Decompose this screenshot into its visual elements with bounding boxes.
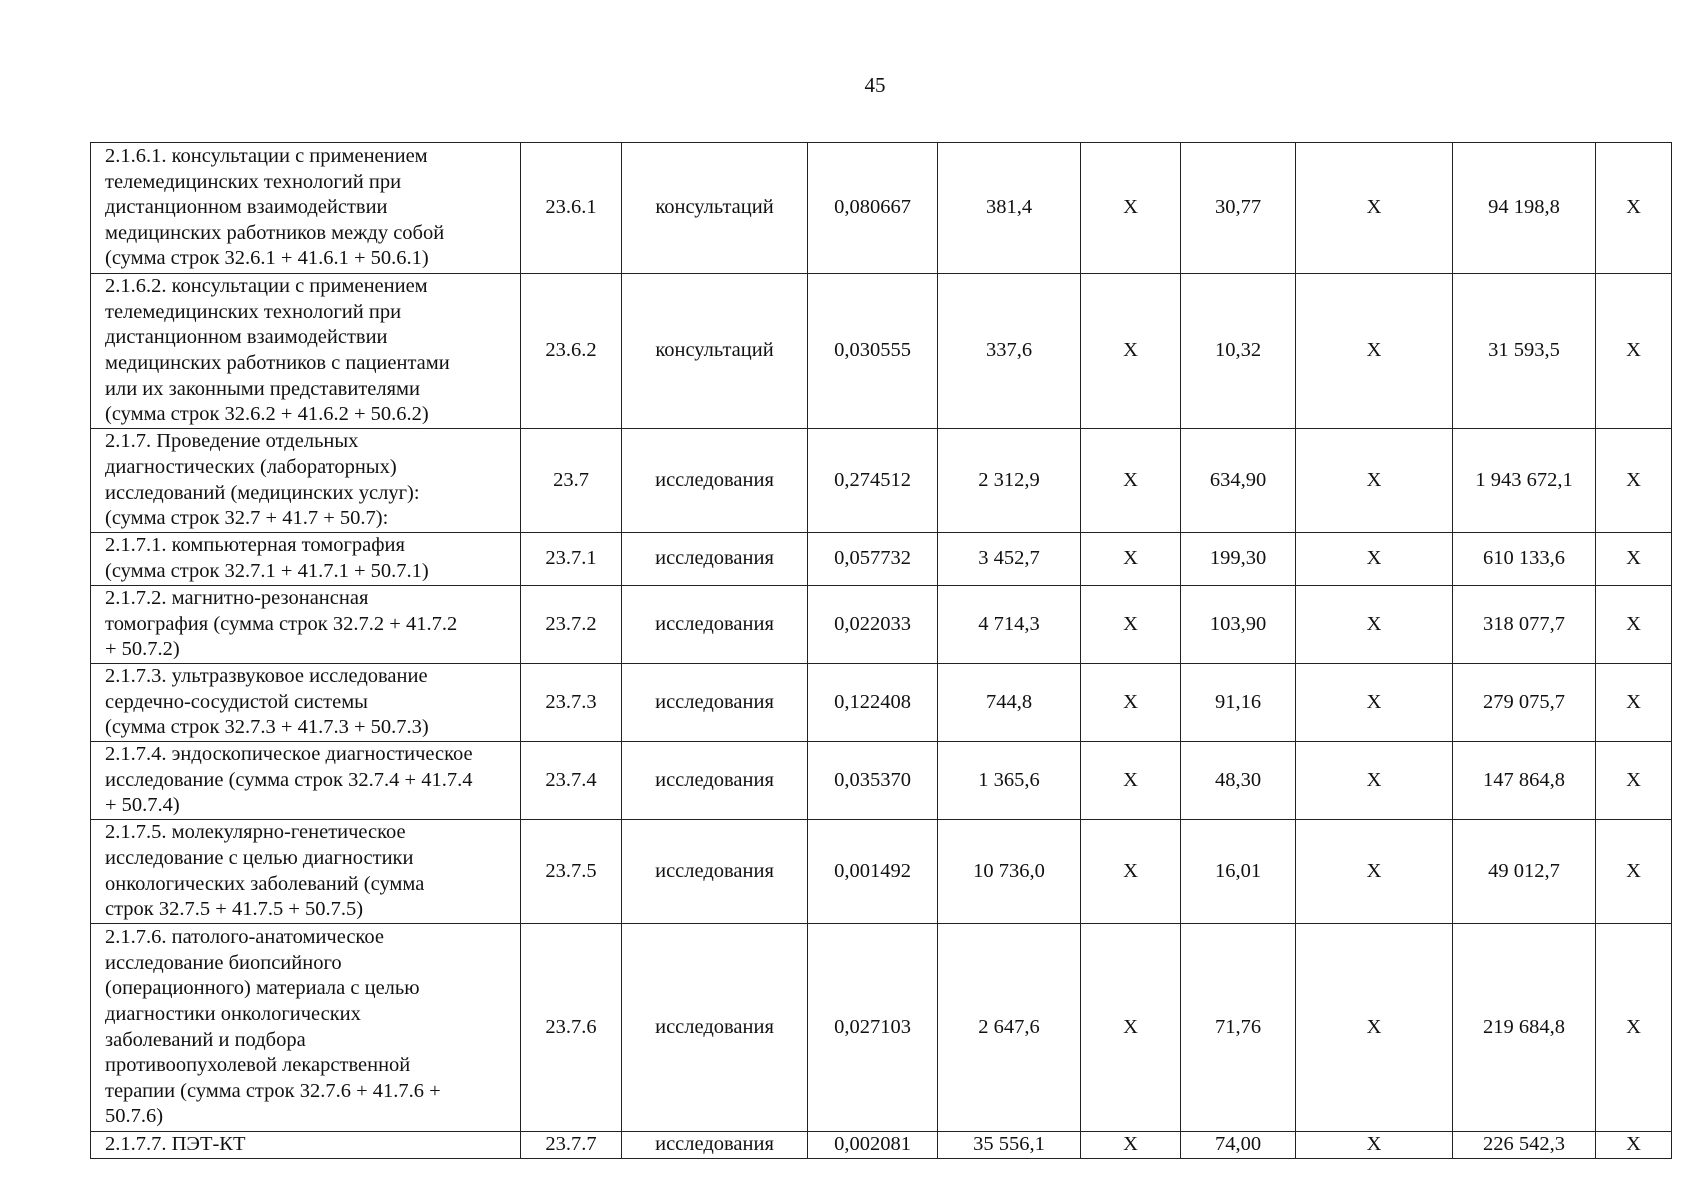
service-name-line: заболеваний и подбора [105, 1028, 306, 1051]
unit-cell: исследования [622, 1132, 808, 1159]
service-name-line: исследование биопсийного [105, 951, 342, 974]
service-name-line: телемедицинских технологий при [105, 170, 402, 193]
per-capita-cell: 91,16 [1181, 664, 1296, 742]
total-cost-cell: 610 133,6 [1453, 533, 1596, 586]
service-name-line: 2.1.7.1. компьютерная томография [105, 534, 405, 557]
service-name-line: + 50.7.4) [105, 794, 180, 817]
service-name-line: 2.1.7.4. эндоскопическое диагностическое [105, 743, 473, 766]
service-name-line: 2.1.6.1. консультации с применением [105, 145, 428, 168]
unit-cell: исследования [622, 429, 808, 533]
total-cost-cell: 147 864,8 [1453, 742, 1596, 820]
row-code-cell: 23.7.6 [521, 924, 622, 1132]
service-name-line: исследований (медицинских услуг): [105, 481, 420, 504]
table-row [91, 664, 1672, 742]
norm-volume-cell: 0,002081 [808, 1132, 938, 1159]
service-name-cell [91, 664, 521, 742]
service-name-line: (сумма строк 32.7.1 + 41.7.1 + 50.7.1) [105, 560, 429, 582]
x-cell: X [1596, 533, 1672, 586]
service-name-line: дистанционном взаимодействии [105, 326, 388, 349]
norm-cost-cell: 744,8 [938, 664, 1081, 742]
service-name-line: строк 32.7.5 + 41.7.5 + 50.7.5) [105, 898, 364, 921]
x-cell: X [1296, 1132, 1453, 1159]
norm-cost-cell: 381,4 [938, 143, 1081, 274]
norm-cost-cell: 35 556,1 [938, 1132, 1081, 1159]
service-name-line: (сумма строк 32.7.3 + 41.7.3 + 50.7.3) [105, 716, 429, 739]
norm-cost-cell: 3 452,7 [938, 533, 1081, 586]
service-name-line: 2.1.7.5. молекулярно-генетическое [105, 821, 406, 844]
service-name-line: дистанционном взаимодействии [105, 196, 388, 219]
total-cost-cell: 94 198,8 [1453, 143, 1596, 274]
total-cost-cell: 219 684,8 [1453, 924, 1596, 1132]
x-cell: X [1081, 586, 1181, 664]
x-cell: X [1296, 664, 1453, 742]
norm-volume-cell: 0,030555 [808, 274, 938, 429]
unit-cell: консультаций [622, 143, 808, 274]
service-name-line: + 50.7.2) [105, 638, 180, 661]
norm-cost-cell: 4 714,3 [938, 586, 1081, 664]
page-number: 45 [864, 73, 886, 97]
norm-volume-cell: 0,035370 [808, 742, 938, 820]
total-cost-cell: 226 542,3 [1453, 1132, 1596, 1159]
service-name-line: терапии (сумма строк 32.7.6 + 41.7.6 + [105, 1079, 441, 1102]
service-name-line: исследование с целью диагностики [105, 846, 414, 869]
per-capita-cell: 634,90 [1181, 429, 1296, 533]
row-code-cell: 23.6.2 [521, 274, 622, 429]
unit-cell: исследования [622, 533, 808, 586]
service-name-line: или их законными представителями [105, 377, 420, 400]
x-cell: X [1596, 664, 1672, 742]
row-code-cell: 23.7.4 [521, 742, 622, 820]
unit-cell: исследования [622, 742, 808, 820]
service-name-line: томография (сумма строк 32.7.2 + 41.7.2 [105, 612, 458, 635]
service-name-line: (сумма строк 32.7 + 41.7 + 50.7): [105, 507, 389, 530]
service-name-line: телемедицинских технологий при [105, 300, 402, 323]
service-name-line: (операционного) материала с целью [105, 977, 420, 1000]
x-cell: X [1296, 742, 1453, 820]
row-code-cell: 23.7.7 [521, 1132, 622, 1159]
row-code-cell: 23.6.1 [521, 143, 622, 274]
table-row [91, 143, 1672, 274]
x-cell: X [1296, 924, 1453, 1132]
norm-cost-cell: 2 312,9 [938, 429, 1081, 533]
x-cell: X [1596, 429, 1672, 533]
norm-volume-cell: 0,001492 [808, 820, 938, 924]
table-row [91, 742, 1672, 820]
table-row [91, 1132, 1672, 1159]
norm-cost-cell: 337,6 [938, 274, 1081, 429]
table-row [91, 820, 1672, 924]
row-code-cell: 23.7.1 [521, 533, 622, 586]
x-cell: X [1081, 143, 1181, 274]
row-code-cell: 23.7.5 [521, 820, 622, 924]
unit-cell: исследования [622, 664, 808, 742]
service-name-cell [91, 924, 521, 1132]
row-code-cell: 23.7.2 [521, 586, 622, 664]
row-code-cell: 23.7 [521, 429, 622, 533]
x-cell: X [1596, 820, 1672, 924]
service-name-line: противоопухолевой лекарственной [105, 1054, 411, 1077]
service-name-line: (сумма строк 32.6.1 + 41.6.1 + 50.6.1) [105, 247, 429, 270]
per-capita-cell: 103,90 [1181, 586, 1296, 664]
x-cell: X [1596, 143, 1672, 274]
x-cell: X [1296, 533, 1453, 586]
service-name-line: 2.1.7.7. ПЭТ-КТ [105, 1133, 246, 1155]
service-name-line: онкологических заболеваний (сумма [105, 872, 425, 895]
service-name-cell [91, 1132, 521, 1159]
total-cost-cell: 318 077,7 [1453, 586, 1596, 664]
unit-cell: исследования [622, 586, 808, 664]
norm-volume-cell: 0,027103 [808, 924, 938, 1132]
service-name-line: 2.1.7.3. ультразвуковое исследование [105, 665, 428, 688]
service-name-line: исследование (сумма строк 32.7.4 + 41.7.4 [105, 768, 473, 791]
x-cell: X [1296, 586, 1453, 664]
per-capita-cell: 48,30 [1181, 742, 1296, 820]
total-cost-cell: 49 012,7 [1453, 820, 1596, 924]
per-capita-cell: 16,01 [1181, 820, 1296, 924]
row-code-cell: 23.7.3 [521, 664, 622, 742]
x-cell: X [1081, 924, 1181, 1132]
per-capita-cell: 30,77 [1181, 143, 1296, 274]
service-name-line: диагностических (лабораторных) [105, 455, 397, 478]
total-cost-cell: 31 593,5 [1453, 274, 1596, 429]
table-row [91, 274, 1672, 429]
service-name-cell [91, 274, 521, 429]
norm-cost-cell: 10 736,0 [938, 820, 1081, 924]
x-cell: X [1081, 664, 1181, 742]
x-cell: X [1296, 143, 1453, 274]
x-cell: X [1081, 274, 1181, 429]
service-name-line: медицинских работников между собой [105, 221, 445, 244]
service-name-line: (сумма строк 32.6.2 + 41.6.2 + 50.6.2) [105, 403, 429, 426]
x-cell: X [1296, 429, 1453, 533]
service-name-line: 2.1.7.2. магнитно-резонансная [105, 587, 369, 610]
service-name-cell [91, 820, 521, 924]
service-name-line: диагностики онкологических [105, 1002, 361, 1025]
per-capita-cell: 10,32 [1181, 274, 1296, 429]
x-cell: X [1081, 533, 1181, 586]
service-name-cell [91, 143, 521, 274]
x-cell: X [1596, 274, 1672, 429]
service-name-cell [91, 742, 521, 820]
x-cell: X [1081, 820, 1181, 924]
total-cost-cell: 1 943 672,1 [1453, 429, 1596, 533]
norm-volume-cell: 0,274512 [808, 429, 938, 533]
table-row [91, 924, 1672, 1132]
norm-volume-cell: 0,022033 [808, 586, 938, 664]
x-cell: X [1596, 586, 1672, 664]
x-cell: X [1296, 274, 1453, 429]
per-capita-cell: 74,00 [1181, 1132, 1296, 1159]
x-cell: X [1081, 429, 1181, 533]
total-cost-cell: 279 075,7 [1453, 664, 1596, 742]
x-cell: X [1596, 742, 1672, 820]
norm-volume-cell: 0,057732 [808, 533, 938, 586]
table-row [91, 586, 1672, 664]
norm-cost-cell: 2 647,6 [938, 924, 1081, 1132]
x-cell: X [1081, 1132, 1181, 1159]
service-name-line: 2.1.6.2. консультации с применением [105, 275, 428, 298]
unit-cell: исследования [622, 820, 808, 924]
unit-cell: исследования [622, 924, 808, 1132]
service-name-cell [91, 533, 521, 586]
table-row [91, 429, 1672, 533]
service-name-cell [91, 429, 521, 533]
x-cell: X [1596, 1132, 1672, 1159]
norm-volume-cell: 0,122408 [808, 664, 938, 742]
x-cell: X [1296, 820, 1453, 924]
x-cell: X [1596, 924, 1672, 1132]
table-row [91, 533, 1672, 586]
service-name-line: 2.1.7.6. патолого-анатомическое [105, 926, 384, 949]
service-name-line: сердечно-сосудистой системы [105, 690, 368, 713]
service-name-line: 2.1.7. Проведение отдельных [105, 430, 359, 453]
service-name-line: 50.7.6) [105, 1105, 164, 1128]
service-name-cell [91, 586, 521, 664]
x-cell: X [1081, 742, 1181, 820]
services-table [90, 142, 1672, 1159]
per-capita-cell: 199,30 [1181, 533, 1296, 586]
norm-cost-cell: 1 365,6 [938, 742, 1081, 820]
service-name-line: медицинских работников с пациентами [105, 352, 450, 374]
per-capita-cell: 71,76 [1181, 924, 1296, 1132]
norm-volume-cell: 0,080667 [808, 143, 938, 274]
unit-cell: консультаций [622, 274, 808, 429]
